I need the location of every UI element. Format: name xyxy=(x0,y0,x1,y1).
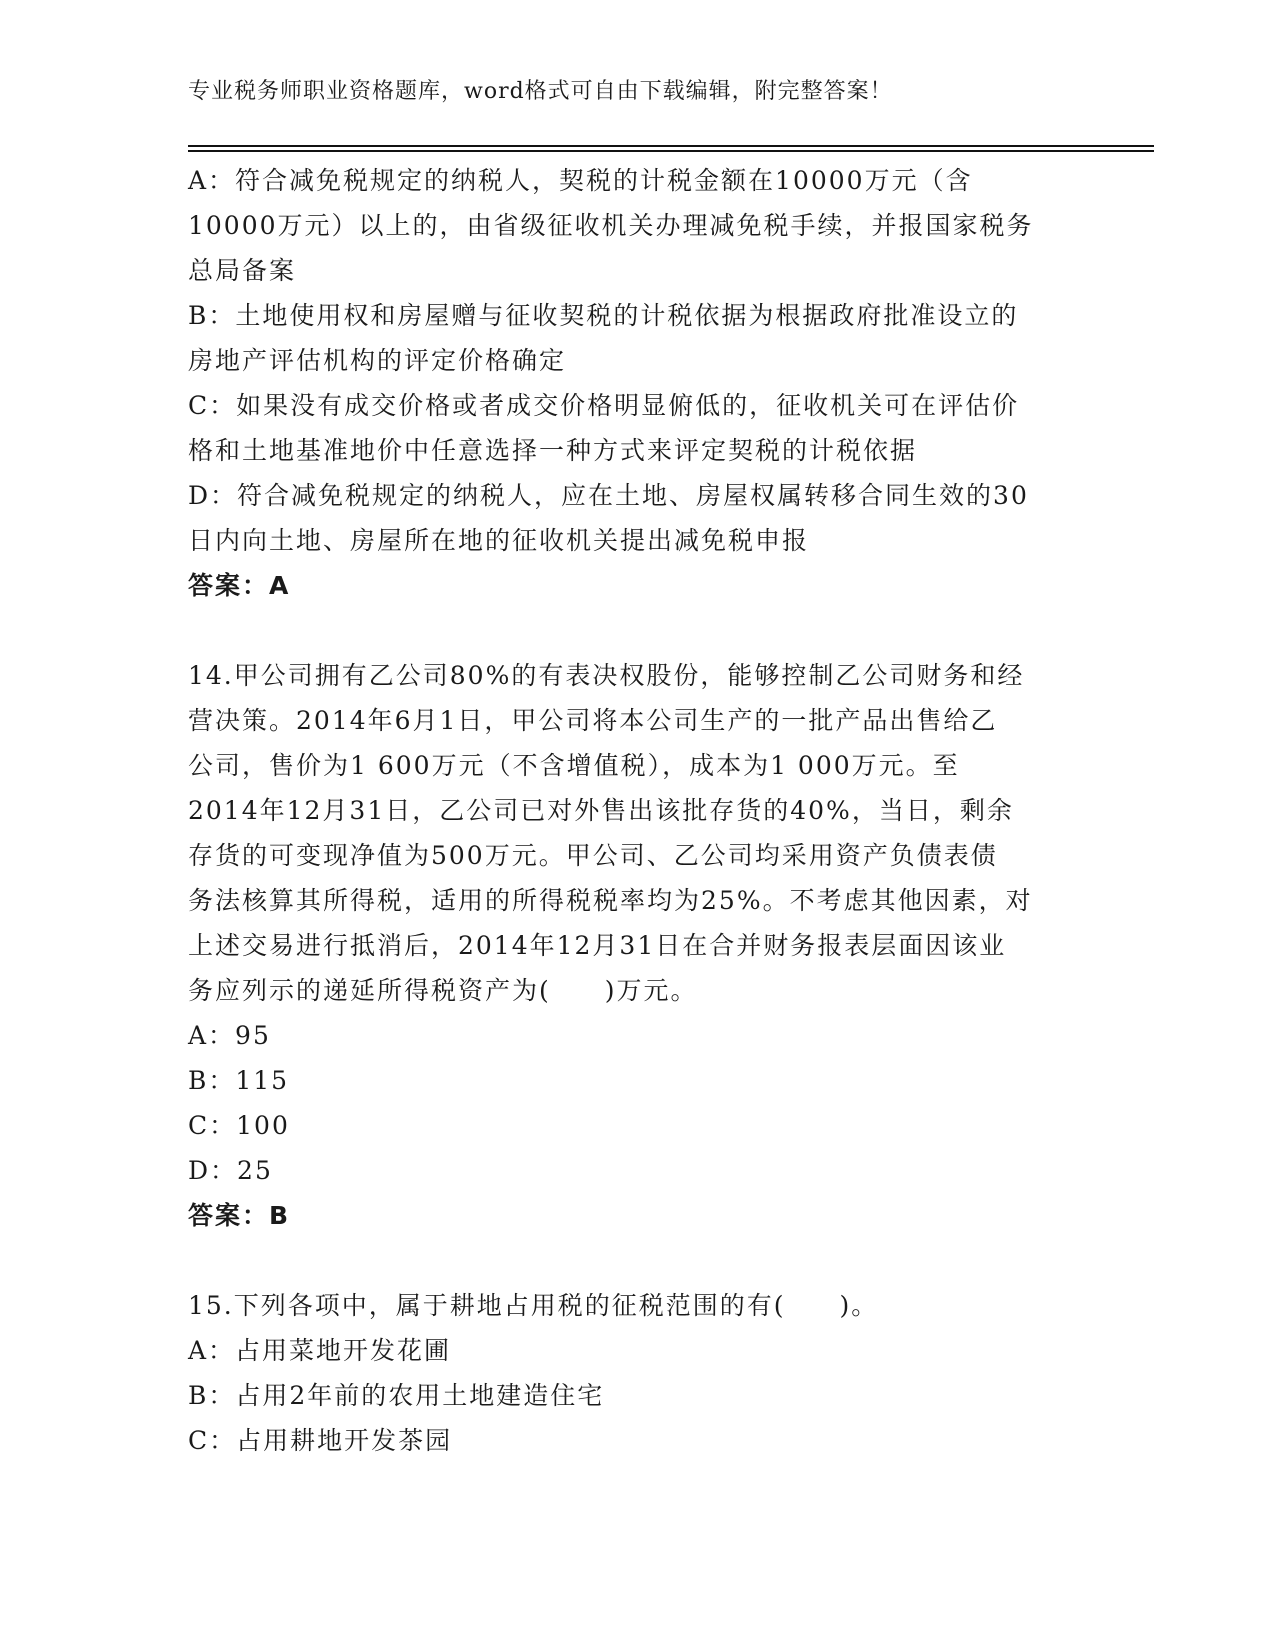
q14-stem-line-3: 公司，售价为1 600万元（不含增值税），成本为1 000万元。至 xyxy=(188,751,960,780)
q14-option-a: A：95 xyxy=(188,1021,271,1050)
spacer xyxy=(188,608,1088,653)
q15-stem: 15.下列各项中，属于耕地占用税的征税范围的有( )。 xyxy=(188,1291,879,1320)
question-13-options xyxy=(188,158,1088,608)
q14-option-b: B：115 xyxy=(188,1066,290,1095)
header-rule-top xyxy=(188,145,1154,147)
q14-stem-line-8: 务应列示的递延所得税资产为( )万元。 xyxy=(188,976,698,1005)
question-15 xyxy=(188,1283,1088,1463)
q14-stem-line-1: 14.甲公司拥有乙公司80%的有表决权股份，能够控制乙公司财务和经 xyxy=(188,661,1025,690)
q14-stem-line-7: 上述交易进行抵消后，2014年12月31日在合并财务报表层面因该业 xyxy=(188,931,1007,960)
header-rule-bottom xyxy=(188,150,1154,152)
q13-option-d-line-2: 日内向土地、房屋所在地的征收机关提出减免税申报 xyxy=(188,526,810,555)
q13-option-a-line-2: 10000万元）以上的，由省级征收机关办理减免税手续，并报国家税务 xyxy=(188,211,1034,240)
q13-answer: 答案：A xyxy=(188,571,291,600)
q15-option-b: B：占用2年前的农用土地建造住宅 xyxy=(188,1381,605,1410)
q13-option-c-line-2: 格和土地基准地价中任意选择一种方式来评定契税的计税依据 xyxy=(188,436,918,465)
spacer xyxy=(188,1238,1088,1283)
q13-option-b-line-2: 房地产评估机构的评定价格确定 xyxy=(188,346,567,375)
document-body xyxy=(188,158,1088,1463)
q14-stem-line-6: 务法核算其所得税，适用的所得税税率均为25%。不考虑其他因素，对 xyxy=(188,886,1033,915)
q14-option-d: D：25 xyxy=(188,1156,273,1185)
question-14 xyxy=(188,653,1088,1238)
q14-option-c: C：100 xyxy=(188,1111,290,1140)
q13-option-c-line-1: C：如果没有成交价格或者成交价格明显俯低的，征收机关可在评估价 xyxy=(188,391,1020,420)
q14-stem-line-2: 营决策。2014年6月1日，甲公司将本公司生产的一批产品出售给乙 xyxy=(188,706,998,735)
q13-option-d-line-1: D：符合减免税规定的纳税人，应在土地、房屋权属转移合同生效的30 xyxy=(188,481,1029,510)
q14-answer: 答案：B xyxy=(188,1201,291,1230)
q13-option-a-line-3: 总局备案 xyxy=(188,256,297,285)
q13-option-b-line-1: B：土地使用权和房屋赠与征收契税的计税依据为根据政府批准设立的 xyxy=(188,301,1019,330)
q15-option-a: A：占用菜地开发花圃 xyxy=(188,1336,452,1365)
q14-stem-line-4: 2014年12月31日，乙公司已对外售出该批存货的40%，当日，剩余 xyxy=(188,796,1014,825)
page-header: 专业税务师职业资格题库，word格式可自由下载编辑，附完整答案！ xyxy=(188,79,893,104)
q13-option-a-line-1: A：符合减免税规定的纳税人，契税的计税金额在10000万元（含 xyxy=(188,166,973,195)
q15-option-c: C：占用耕地开发茶园 xyxy=(188,1426,453,1455)
q14-stem-line-5: 存货的可变现净值为500万元。甲公司、乙公司均采用资产负债表债 xyxy=(188,841,998,870)
